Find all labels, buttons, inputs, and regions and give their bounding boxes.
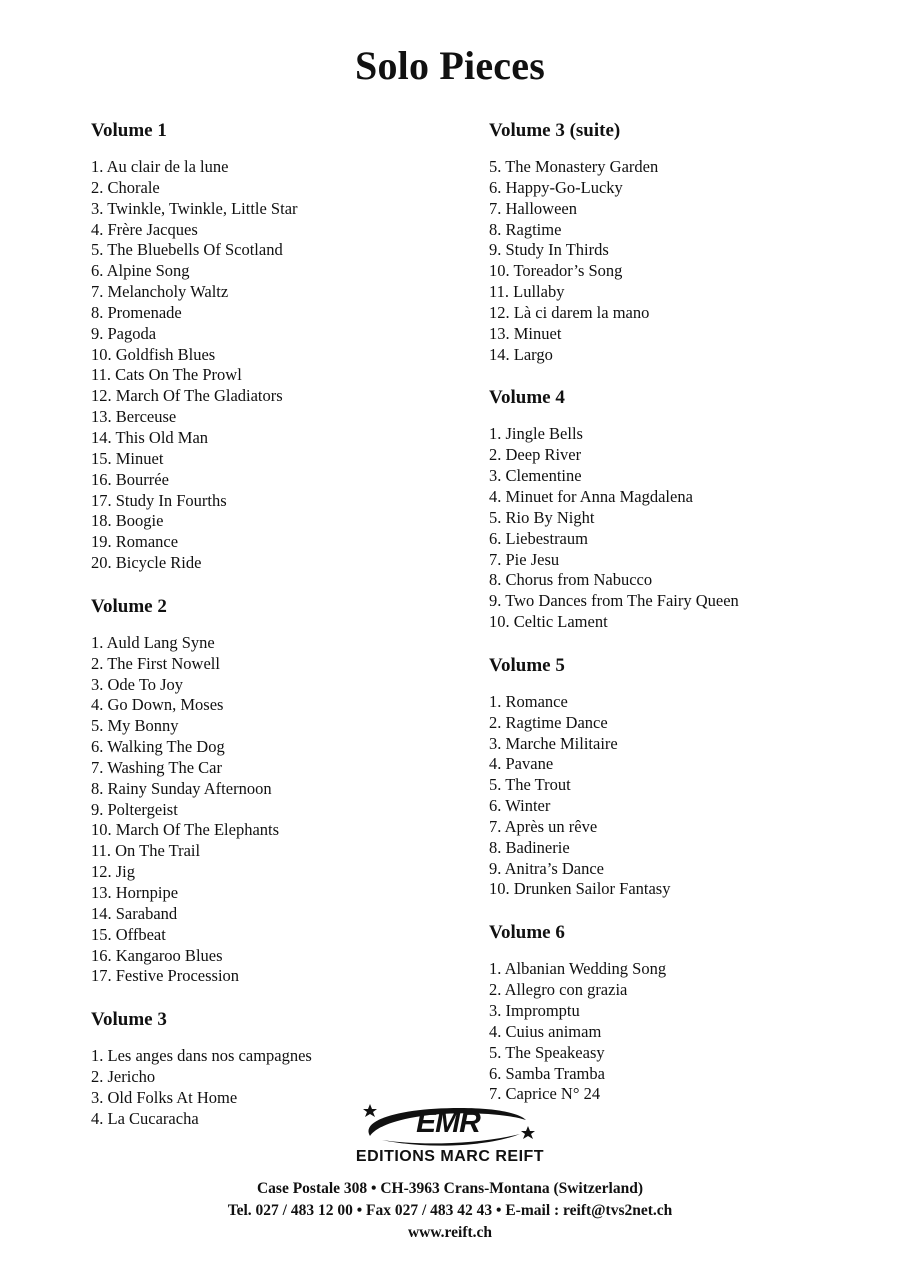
volume-section bbox=[91, 119, 471, 574]
track-list bbox=[489, 959, 869, 1105]
track-item: 7. Caprice N° 24 bbox=[489, 1084, 601, 1104]
track-item: 2. Deep River bbox=[489, 445, 582, 465]
volume-heading: Volume 1 bbox=[91, 120, 167, 141]
track-item: 10. Toreador’s Song bbox=[489, 261, 623, 281]
track-item: 16. Bourrée bbox=[91, 469, 169, 489]
track-item: 3. Impromptu bbox=[489, 1001, 580, 1020]
track-item: 8. Ragtime bbox=[489, 219, 562, 239]
track-item: 7. Melancholy Waltz bbox=[91, 282, 229, 302]
track-item: 5. My Bonny bbox=[91, 716, 179, 736]
track-list bbox=[489, 424, 869, 632]
track-item: 16. Kangaroo Blues bbox=[91, 945, 223, 965]
track-item: 4. Go Down, Moses bbox=[91, 695, 224, 715]
track-item: 9. Two Dances from The Fairy Queen bbox=[489, 591, 739, 611]
track-item: 10. Celtic Lament bbox=[489, 612, 608, 632]
track-item: 1. Au clair de la lune bbox=[91, 157, 229, 176]
track-item: 8. Promenade bbox=[91, 302, 182, 322]
track-item: 6. Happy-Go-Lucky bbox=[489, 177, 623, 197]
track-item: 3. Ode To Joy bbox=[91, 674, 184, 694]
track-item: 2. Jericho bbox=[91, 1067, 156, 1087]
track-item: 2. Ragtime Dance bbox=[489, 712, 608, 732]
track-item: 5. The Bluebells Of Scotland bbox=[91, 240, 283, 260]
track-item: 7. Pie Jesu bbox=[489, 549, 560, 569]
volume-heading: Volume 3 (suite) bbox=[489, 120, 621, 141]
track-list bbox=[91, 157, 471, 574]
star-icon bbox=[363, 1104, 377, 1117]
track-item: 1. Auld Lang Syne bbox=[91, 632, 215, 652]
track-item: 5. The Monastery Garden bbox=[489, 157, 659, 176]
volume-heading: Volume 6 bbox=[489, 922, 565, 944]
track-item: 10. Goldfish Blues bbox=[91, 344, 216, 364]
publisher-footer bbox=[0, 1100, 900, 1244]
left-column bbox=[91, 119, 471, 1151]
volume-section bbox=[489, 921, 869, 1105]
volume-section bbox=[489, 119, 869, 365]
track-item: 9. Pagoda bbox=[91, 323, 157, 343]
track-item: 14. This Old Man bbox=[91, 427, 209, 447]
track-item: 13. Minuet bbox=[489, 323, 562, 343]
track-item: 7. Washing The Car bbox=[91, 757, 222, 777]
track-item: 4. Minuet for Anna Magdalena bbox=[489, 486, 693, 506]
page-title: Solo Pieces bbox=[355, 43, 545, 88]
volume-section bbox=[91, 595, 471, 987]
postal-address: Case Postale 308 • CH-3963 Crans-Montana (Switzerland) bbox=[256, 1180, 643, 1197]
contact-details: Tel. 027 / 483 12 00 • Fax 027 / 483 42 43 • E-mail : reift@tvs2net.ch bbox=[227, 1202, 673, 1219]
track-item: 2. Allegro con grazia bbox=[489, 980, 628, 1000]
track-item: 11. Cats On The Prowl bbox=[91, 365, 242, 385]
track-item: 1. Romance bbox=[489, 691, 568, 711]
track-item: 3. Old Folks At Home bbox=[91, 1087, 238, 1107]
volume-section bbox=[489, 386, 869, 632]
volume-heading: Volume 5 bbox=[489, 654, 565, 676]
emr-logo bbox=[330, 1100, 570, 1172]
track-item: 3. Twinkle, Twinkle, Little Star bbox=[91, 198, 298, 218]
track-item: 13. Hornpipe bbox=[91, 883, 179, 902]
track-item: 2. Chorale bbox=[91, 177, 160, 197]
track-item: 1. Albanian Wedding Song bbox=[489, 959, 667, 979]
website-link[interactable]: www.reift.ch bbox=[407, 1224, 493, 1241]
track-item: 3. Marche Militaire bbox=[489, 733, 618, 753]
track-item: 14. Largo bbox=[489, 344, 553, 364]
track-item: 12. March Of The Gladiators bbox=[91, 386, 283, 406]
track-item: 1. Les anges dans nos campagnes bbox=[91, 1046, 312, 1066]
track-item: 17. Festive Procession bbox=[91, 966, 240, 986]
volume-heading: Volume 2 bbox=[91, 595, 167, 617]
track-item: 20. Bicycle Ride bbox=[91, 553, 202, 573]
track-item: 4. La Cucaracha bbox=[91, 1108, 199, 1128]
track-item: 14. Saraband bbox=[91, 903, 178, 923]
track-item: 2. The First Nowell bbox=[91, 653, 220, 673]
track-list bbox=[91, 633, 471, 987]
track-item: 9. Anitra’s Dance bbox=[489, 858, 605, 878]
track-item: 12. Là ci darem la mano bbox=[489, 302, 650, 322]
track-list bbox=[489, 157, 869, 365]
track-item: 3. Clementine bbox=[489, 466, 582, 486]
track-item: 13. Berceuse bbox=[91, 407, 177, 427]
logo-brand-text: EMR bbox=[416, 1106, 480, 1139]
track-item: 10. Drunken Sailor Fantasy bbox=[489, 879, 671, 899]
track-item: 12. Jig bbox=[91, 862, 136, 882]
track-item: 6. Liebestraum bbox=[489, 528, 588, 548]
publisher-name: EDITIONS MARC REIFT bbox=[355, 1148, 545, 1165]
track-item: 9. Study In Thirds bbox=[489, 240, 609, 260]
track-list bbox=[489, 692, 869, 900]
track-item: 18. Boogie bbox=[91, 511, 164, 531]
track-item: 17. Study In Fourths bbox=[91, 490, 227, 510]
track-item: 8. Chorus from Nabucco bbox=[489, 570, 653, 590]
track-item: 10. March Of The Elephants bbox=[91, 820, 280, 840]
track-item: 5. Rio By Night bbox=[489, 507, 595, 527]
track-item: 4. Pavane bbox=[489, 754, 554, 774]
track-item: 11. Lullaby bbox=[489, 282, 565, 302]
volume-section bbox=[489, 654, 869, 900]
track-item: 5. The Trout bbox=[489, 775, 571, 795]
volume-heading: Volume 4 bbox=[489, 387, 565, 409]
track-item: 15. Offbeat bbox=[91, 924, 166, 944]
track-item: 7. Après un rêve bbox=[489, 816, 598, 836]
track-item: 7. Halloween bbox=[489, 198, 577, 218]
track-item: 6. Samba Tramba bbox=[489, 1063, 605, 1083]
track-item: 4. Frère Jacques bbox=[91, 219, 198, 239]
volume-heading: Volume 3 bbox=[91, 1009, 167, 1031]
right-column bbox=[489, 119, 869, 1126]
track-item: 9. Poltergeist bbox=[91, 799, 178, 819]
track-item: 6. Alpine Song bbox=[91, 261, 190, 281]
star-icon bbox=[521, 1126, 535, 1139]
track-item: 6. Walking The Dog bbox=[91, 737, 225, 757]
track-item: 5. The Speakeasy bbox=[489, 1042, 605, 1062]
track-item: 8. Rainy Sunday Afternoon bbox=[91, 778, 272, 798]
track-item: 4. Cuius animam bbox=[489, 1021, 602, 1041]
track-item: 19. Romance bbox=[91, 532, 179, 552]
track-item: 15. Minuet bbox=[91, 448, 164, 468]
track-item: 6. Winter bbox=[489, 796, 551, 816]
track-item: 8. Badinerie bbox=[489, 837, 570, 857]
track-item: 11. On The Trail bbox=[91, 841, 201, 861]
track-item: 1. Jingle Bells bbox=[489, 424, 583, 444]
